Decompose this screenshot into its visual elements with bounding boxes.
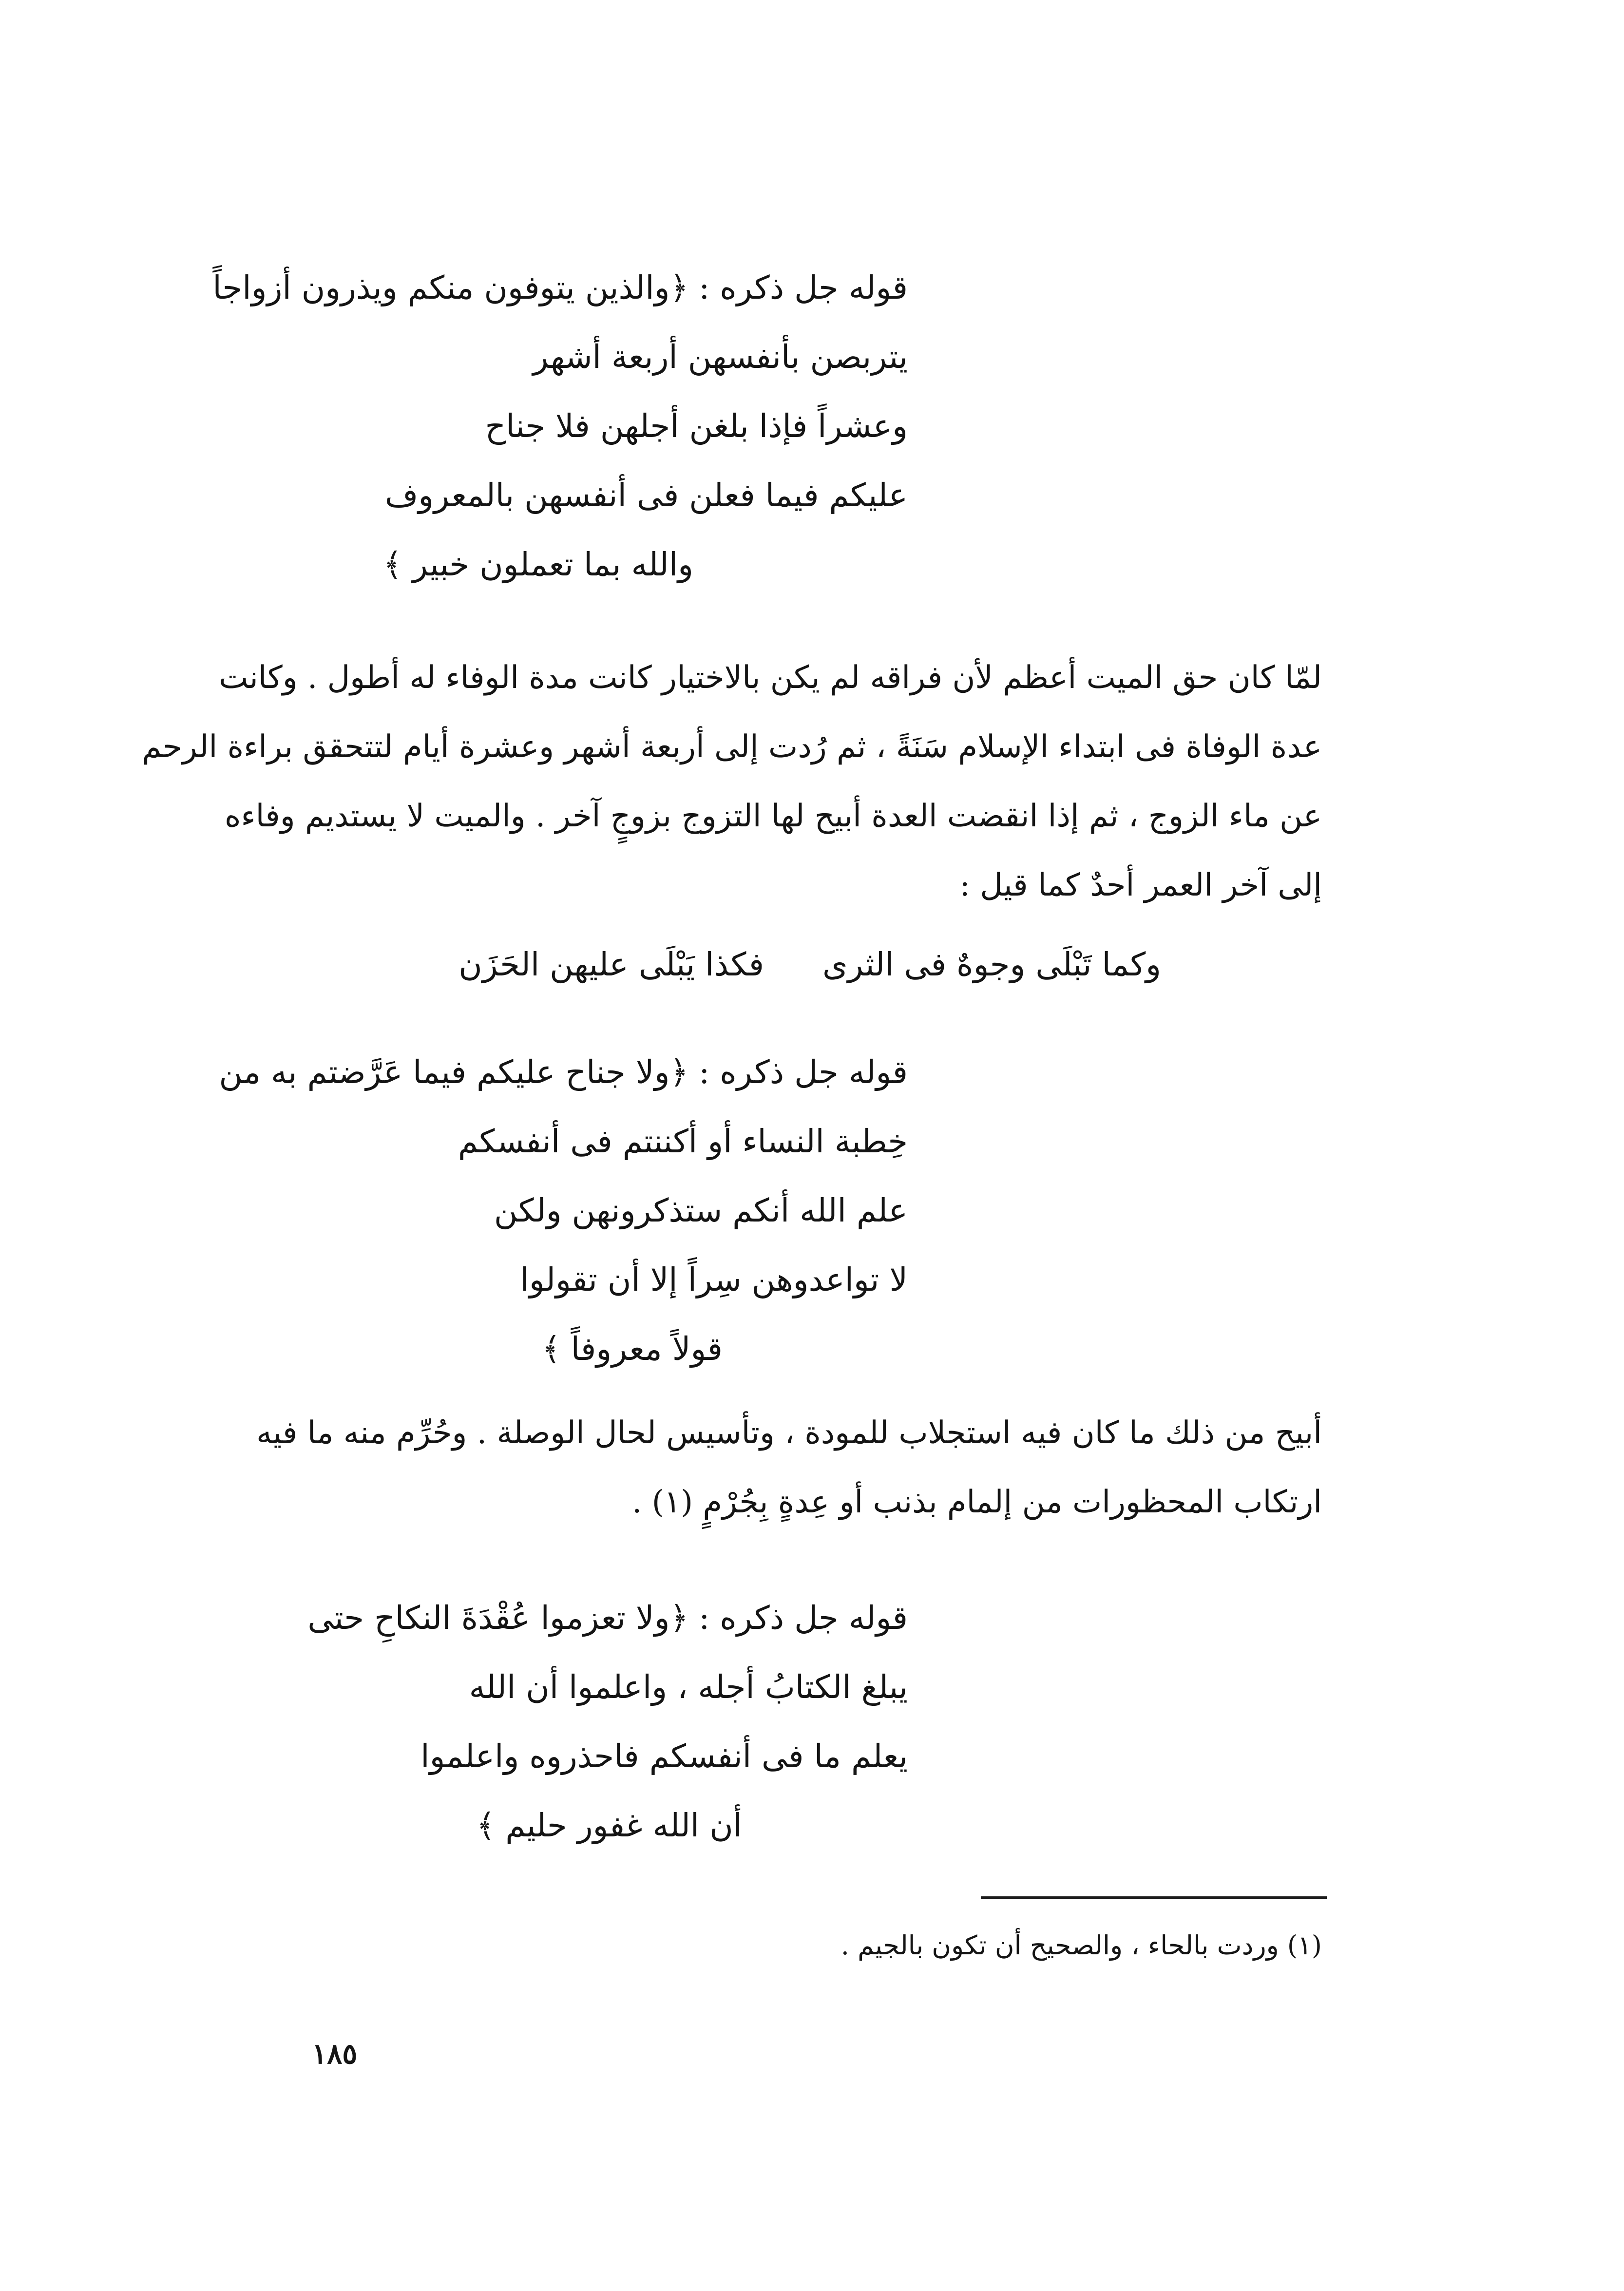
verse-block-2 [219,1038,908,1384]
commentary-line: عدة الوفاة فى ابتداء الإسلام سَنَةً ، ثم رُدت إلى أربعة أشهر وعشرة أيام لتتحقق براءة الرحم [142,729,1322,765]
verse-block-3 [274,1584,908,1860]
commentary-line: إلى آخر العمر أحدٌ كما قيل : [959,867,1322,903]
verse-line: أن الله غفور حليم ﴾ [476,1807,742,1844]
verse-line: عليكم فيما فعلن فى أنفسهن بالمعروف [384,477,908,514]
verse-line: خِطبة النساء أو أكننتم فى أنفسكم [458,1123,908,1160]
poem-first-hemistich: وكما تَبْلَى وجوهٌ فى الثرى [822,946,1161,983]
verse-line: يبلغ الكتابُ أجله ، واعلموا أن الله [469,1668,908,1706]
commentary-line: لمّا كان حق الميت أعظم لأن فراقه لم يكن بالاختيار كانت مدة الوفاء له أطول . وكانت [219,660,1322,696]
page-number: ١٨٥ [312,2037,358,2070]
footnote-divider [981,1896,1327,1899]
commentary-1 [142,643,1322,920]
commentary-line: ارتكاب المحظورات من إلمام بذنب أو عِدةٍ بِجُرْمٍ (١) . [632,1484,1322,1520]
verse-line: وعشراً فإذا بلغن أجلهن فلا جناح [485,407,908,445]
verse-line: علم الله أنكم ستذكرونهن ولكن [494,1192,908,1229]
verse-line: قولاً معروفاً ﴾ [541,1330,723,1368]
commentary-line: عن ماء الزوج ، ثم إذا انقضت العدة أبيح لها التزوج بزوجٍ آخر . والميت لا يستديم وفاءه [224,798,1322,834]
footnote: (١) وردت بالحاء ، والصحيح أن تكون بالجيم . [841,1930,1322,1961]
commentary-2 [256,1398,1322,1537]
verse-block-1 [212,253,908,599]
verse-line: قوله جل ذكره : ﴿والذين يتوفون منكم ويذرون أزواجاً [212,269,908,306]
poem-line [333,931,1161,999]
verse-line: يعلم ما فى أنفسكم فاحذروه واعلموا [420,1737,908,1775]
verse-line: قوله جل ذكره : ﴿ولا جناح عليكم فيما عَرَّضتم به من [219,1053,908,1091]
poem-second-hemistich: فكذا يَبْلَى عليهن الحَزَن [459,946,764,983]
verse-line: لا تواعدوهن سِراً إلا أن تقولوا [520,1261,908,1298]
verse-line: يتربصن بأنفسهن أربعة أشهر [533,338,908,376]
commentary-line: أبيح من ذلك ما كان فيه استجلاب للمودة ، وتأسيس لحال الوصلة . وحُرِّم منه ما فيه [256,1415,1322,1451]
verse-line: قوله جل ذكره : ﴿ولا تعزموا عُقْدَةَ النكاحِ حتى [307,1599,908,1637]
verse-line: والله بما تعملون خبير ﴾ [383,546,693,583]
